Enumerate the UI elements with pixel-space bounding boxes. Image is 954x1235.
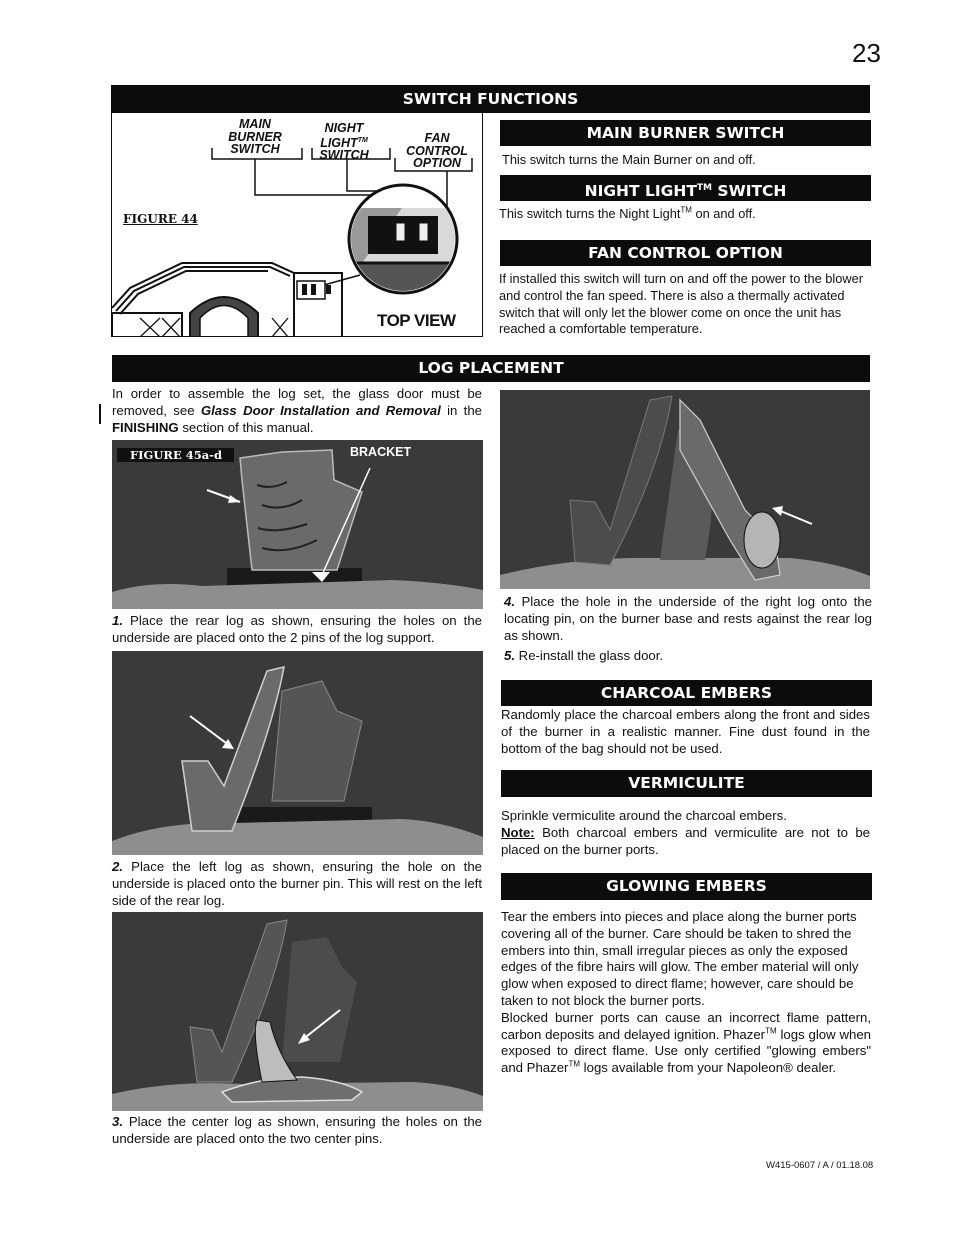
log-placement-intro: In order to assemble the log set, the glass door must be removed, see Glass Door Installation and Removal in the FINISHING section of this manual. (112, 386, 482, 435)
night-light-callout: NIGHT LIGHT™ SWITCH (319, 121, 369, 163)
step-3-text: 3. Place the center log as shown, ensuring the holes on the underside are placed onto the two center pins. (112, 1114, 482, 1146)
step-5-text: 5. Re-install the glass door. (504, 648, 664, 663)
step-1-text: 1. Place the rear log as shown, ensuring the holes on the underside are placed onto the 2 pins of the log support. (112, 613, 482, 645)
page-number: 23 (852, 38, 881, 68)
step-4-text: 4. Place the hole in the underside of the right log onto the locating pin, on the burner base and rests against the rear log as shown. (504, 594, 872, 643)
glowing-embers-text: Tear the embers into pieces and place along the burner ports covering all of the burner. Care should be taken to shred the embers into thin, small irregular pieces as only the exposed edges of the fibre hairs will glow. The ember material will only glow when exposed to direct flame; however, care should be taken to not block the burner ports. Blocked burner ports can cause an incorrect flame pattern, carbon deposits and delayed ignition. Phazer™ logs glow when exposed to direct flame. Use only certified "glowing embers" and Phazer™ logs available from your Napoleon® dealer. (501, 909, 871, 1076)
charcoal-embers-text: Randomly place the charcoal embers along the front and sides of the burner in a realistic manner. Fine dust found in the bottom of the bag should not be used. (501, 707, 870, 756)
log-placement-header: LOG PLACEMENT (112, 355, 870, 382)
log-photo-left-log (112, 651, 483, 855)
fan-control-option-text: If installed this switch will turn on and off the power to the blower and control the fan speed. There is also a thermally activated switch that will only let the blower come on once the unit has reached a comfortable temperature. (499, 271, 863, 337)
figure-45-label: FIGURE 45a-d (117, 448, 234, 462)
charcoal-embers-header: CHARCOAL EMBERS (501, 680, 872, 706)
main-burner-switch-header: MAIN BURNER SWITCH (500, 120, 871, 146)
document-code-footer: W415-0607 / A / 01.18.08 (766, 1160, 874, 1171)
log-photo-center-log (112, 912, 483, 1111)
step-2-text: 2. Place the left log as shown, ensuring the hole on the underside is placed onto the burner pin. This will rest on the left side of the rear log. (112, 859, 482, 908)
figure-44-label: FIGURE 44 (123, 212, 198, 226)
top-view-label: TOP VIEW (377, 311, 456, 330)
switch-functions-header: SWITCH FUNCTIONS (111, 85, 870, 113)
vermiculite-header: VERMICULITE (501, 770, 872, 797)
fan-control-option-header: FAN CONTROL OPTION (500, 240, 871, 266)
log-photo-rear-log (112, 440, 483, 609)
glowing-embers-header: GLOWING EMBERS (501, 873, 872, 900)
main-burner-switch-text: This switch turns the Main Burner on and off. (502, 152, 756, 167)
night-light-switch-header: NIGHT LIGHT™ SWITCH (500, 175, 871, 201)
main-burner-callout: MAIN BURNER SWITCH (228, 117, 282, 156)
fan-control-callout: FAN CONTROL OPTION (406, 131, 468, 170)
bracket-label: BRACKET (350, 445, 412, 459)
change-bar (99, 404, 101, 424)
log-photo-right-log (500, 390, 870, 589)
night-light-switch-text: This switch turns the Night Light™ on and off. (499, 205, 756, 221)
vermiculite-text: Sprinkle vermiculite around the charcoal embers. Note: Both charcoal embers and vermiculite are not to be placed on the burner ports. (501, 808, 870, 857)
